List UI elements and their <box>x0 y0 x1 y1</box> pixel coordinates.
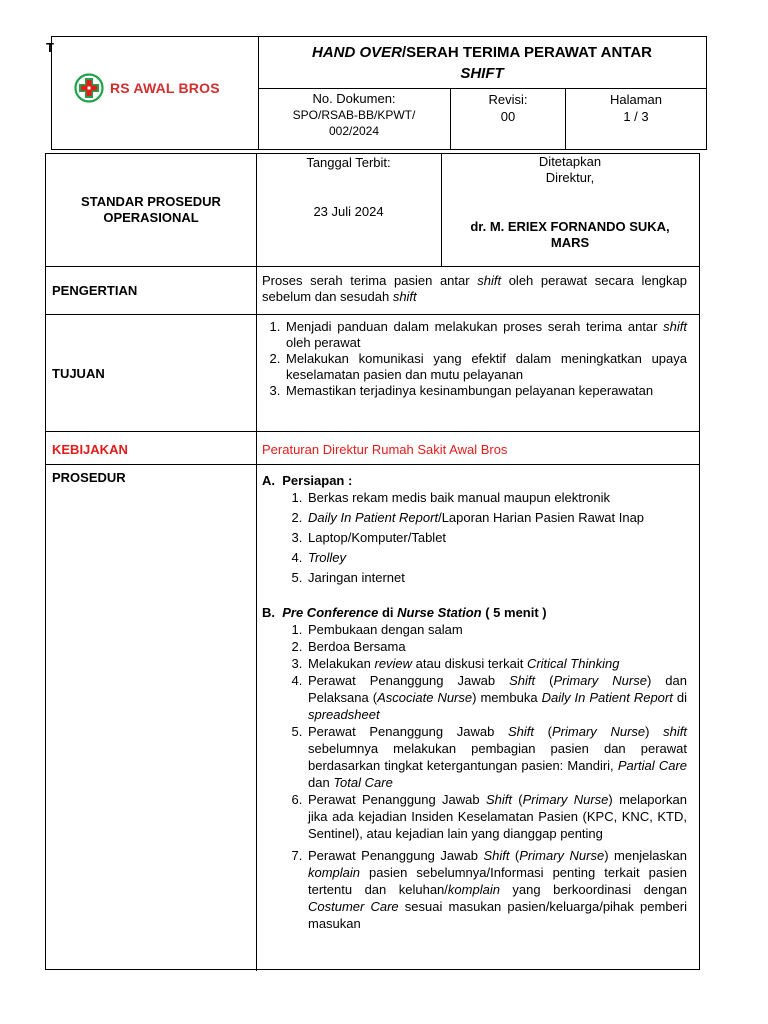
list-item <box>306 672 687 723</box>
text-run: sesuai masukan pasien/keluarga/pihak pemberi masukan <box>308 899 688 931</box>
text-run: di <box>672 690 687 705</box>
list-item <box>306 638 687 655</box>
text-run: Pembukaan dengan salam <box>308 622 463 637</box>
pengertian-label: PENGERTIAN <box>52 283 138 298</box>
text-run: Perawat Penanggung Jawab <box>308 673 510 688</box>
section-marker: A. <box>262 473 275 488</box>
section-title: Nurse Station <box>397 605 482 620</box>
text-run: ) melaporkan jika ada kejadian Insiden Keselamatan Pasien (KPC, KNC, KTD, Sentinel), atau kejadian lain yang dianggap penting <box>308 792 687 841</box>
doc-number-label: No. Dokumen: <box>312 91 396 106</box>
document-header <box>51 36 707 150</box>
approved-label: Ditetapkan <box>538 154 602 169</box>
page-cell <box>566 89 706 149</box>
text-run: dan <box>308 775 334 790</box>
text-run: oleh perawat <box>286 335 361 350</box>
doc-number-value: 002/2024 <box>328 124 380 138</box>
text-run: Berkas rekam medis baik manual maupun elektronik <box>308 490 611 505</box>
revision-label: Revisi: <box>488 92 528 107</box>
list-item <box>284 351 687 383</box>
text-run: Trolley <box>308 550 347 565</box>
revision-cell <box>451 89 566 149</box>
row-divider <box>46 431 699 432</box>
prosedur-label: PROSEDUR <box>52 470 126 485</box>
text-run: /Laporan Harian Pasien Rawat Inap <box>438 510 645 525</box>
text-run: Total Care <box>333 775 393 790</box>
row-divider <box>46 266 699 267</box>
text-run: Memastikan terjadinya kesinambungan pelayanan keperawatan <box>286 383 654 398</box>
logo-cell <box>52 37 259 149</box>
text-run: Primary Nurse <box>553 673 647 688</box>
list-item <box>306 621 687 638</box>
director-name: dr. M. ERIEX FORNANDO SUKA, <box>470 219 670 234</box>
text-run: sebelumnya melakukan pembagian pasien dan perawat berdasarkan tingkat ketergantungan pasien: Mandiri, <box>308 741 687 773</box>
text-run: komplain <box>308 865 361 880</box>
hospital-name: RS AWAL BROS <box>110 80 220 96</box>
text-run: shift <box>663 724 687 739</box>
kebijakan-text: Peraturan Direktur Rumah Sakit Awal Bros <box>262 442 508 457</box>
text-run: Partial Care <box>617 758 688 773</box>
tujuan-list <box>262 319 687 399</box>
text-run: spreadsheet <box>308 707 380 722</box>
doc-number-cell <box>258 89 451 149</box>
text-run: ( <box>511 792 523 807</box>
section-a-heading <box>262 472 687 489</box>
list-item <box>284 319 687 351</box>
text-run: Jaringan internet <box>308 570 405 585</box>
text-run: ) membuka <box>472 690 542 705</box>
list-item <box>306 549 687 566</box>
list-item <box>306 655 687 672</box>
hospital-logo <box>74 73 220 103</box>
list-item <box>306 509 687 526</box>
kebijakan-label: KEBIJAKAN <box>52 442 128 457</box>
section-title: Pre Conference <box>282 605 379 620</box>
issue-date-cell <box>256 154 442 266</box>
text-run: Shift <box>485 792 512 807</box>
row-divider <box>46 464 699 465</box>
prosedur-content <box>262 472 687 932</box>
text-run: Shift <box>509 673 536 688</box>
text-run: Critical Thinking <box>526 656 620 671</box>
page-label: Halaman <box>609 92 663 107</box>
sop-label-line: OPERASIONAL <box>103 210 199 225</box>
stray-letter: T <box>46 40 54 55</box>
list-item <box>306 489 687 506</box>
issue-date: 23 Juli 2024 <box>313 204 384 219</box>
tujuan-label: TUJUAN <box>52 366 105 381</box>
section-title: Persiapan : <box>282 473 353 488</box>
title-part: HAND OVER <box>311 44 402 61</box>
sop-label-line: STANDAR PROSEDUR <box>81 194 221 209</box>
document-title <box>258 37 706 89</box>
text-run: Berdoa Bersama <box>308 639 406 654</box>
section-title: di <box>378 605 398 620</box>
text-run: shift <box>663 319 687 334</box>
section-b-heading <box>262 604 687 621</box>
text-run: atau diskusi terkait <box>412 656 527 671</box>
text-run: Primary Nurse <box>552 724 646 739</box>
revision-value: 00 <box>500 109 516 124</box>
text-run: Perawat Penanggung Jawab <box>308 848 484 863</box>
pengertian-text <box>262 273 687 305</box>
text-run: shift <box>477 273 502 288</box>
section-title: ( 5 menit ) <box>481 605 547 620</box>
text-run: yang berkoordinasi dengan <box>499 882 688 897</box>
text-run: Costumer Care <box>308 899 399 914</box>
text-run: ) menjelaskan <box>604 848 687 863</box>
text-run: review <box>374 656 413 671</box>
doc-number-value: SPO/RSAB-BB/KPWT/ <box>292 108 416 122</box>
sop-table <box>45 153 700 970</box>
section-marker: B. <box>262 605 275 620</box>
title-part: SHIFT <box>460 65 504 82</box>
approver-role: Direktur, <box>545 170 595 185</box>
text-run: Perawat Penanggung Jawab <box>308 724 508 739</box>
list-item <box>306 847 687 932</box>
sop-label <box>46 194 256 226</box>
director-title: MARS <box>550 235 590 250</box>
text-run: Menjadi panduan dalam melakukan proses serah terima antar <box>286 319 664 334</box>
text-run: Melakukan <box>308 656 375 671</box>
text-run: pasien sebelumnya/Informasi penting terkait pasien tertentu dan keluhan/ <box>308 865 687 897</box>
list-item <box>306 569 687 586</box>
text-run: Daily In Patient Report <box>308 510 439 525</box>
text-run: Shift <box>508 724 535 739</box>
text-run: ( <box>534 724 553 739</box>
text-run: ) dan Pelaksana ( <box>308 673 687 705</box>
text-run: Primary Nurse <box>519 848 605 863</box>
text-run: Shift <box>483 848 510 863</box>
text-run: Primary Nurse <box>522 792 609 807</box>
list-item <box>284 383 687 399</box>
column-divider <box>256 154 257 971</box>
text-run: Melakukan komunikasi yang efektif dalam meningkatkan upaya keselamatan pasien dan mutu pelayanan <box>286 351 687 382</box>
text-run: Laptop/Komputer/Tablet <box>308 530 447 545</box>
list-item <box>306 723 687 791</box>
text-run: ) <box>645 724 664 739</box>
text-run: ( <box>509 848 520 863</box>
text-run: Perawat Penanggung Jawab <box>308 792 486 807</box>
text-run: ( <box>535 673 554 688</box>
text-run: Ascociate Nurse <box>377 690 473 705</box>
cross-emblem-icon <box>74 73 104 103</box>
text-run: oleh perawat secara lengkap sebelum dan sesudah <box>262 273 687 304</box>
page-value: 1 / 3 <box>623 109 649 124</box>
text-run: Daily In Patient Report <box>541 690 673 705</box>
text-run: shift <box>392 289 417 304</box>
approval-cell <box>441 154 699 266</box>
list-item <box>306 529 687 546</box>
text-run: Proses serah terima pasien antar <box>262 273 478 288</box>
row-divider <box>46 314 699 315</box>
row-divider <box>46 969 699 970</box>
text-run: komplain <box>447 882 500 897</box>
list-item <box>306 791 687 842</box>
issue-date-label: Tanggal Terbit: <box>306 155 391 170</box>
title-part: /SERAH TERIMA PERAWAT ANTAR <box>402 44 652 61</box>
